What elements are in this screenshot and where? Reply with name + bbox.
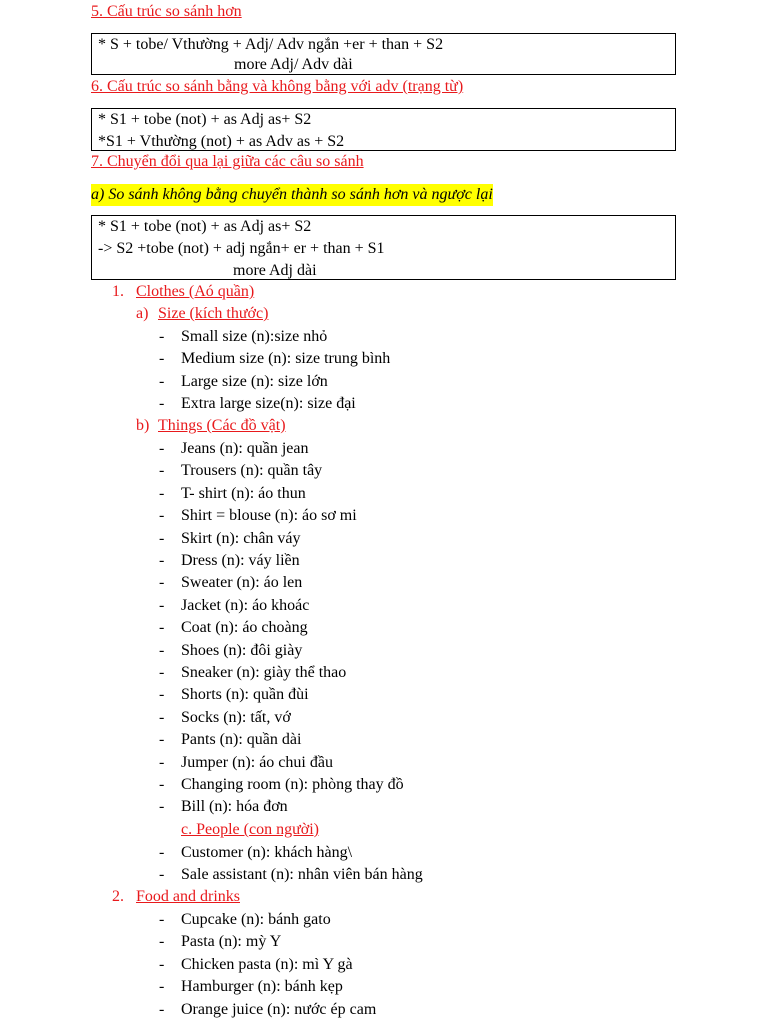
- list-bullet: -: [159, 866, 165, 884]
- list-item: Chicken pasta (n): mì Y gà: [181, 955, 353, 973]
- list-1b-label: b): [136, 417, 150, 434]
- list-2-title: Food and drinks: [136, 888, 240, 905]
- list-item: Coat (n): áo choàng: [181, 619, 308, 637]
- list-item: T- shirt (n): áo thun: [181, 484, 306, 502]
- list-item: Hamburger (n): bánh kẹp: [181, 978, 343, 996]
- list-bullet: -: [159, 978, 165, 996]
- list-bullet: -: [159, 596, 165, 614]
- list-bullet: -: [159, 844, 165, 861]
- list-item: Jeans (n): quần jean: [181, 440, 309, 457]
- list-item: Shorts (n): quần đùi: [181, 686, 309, 704]
- section-5-formula-box: [91, 33, 676, 75]
- formula-line: * S1 + tobe (not) + as Adj as+ S2: [98, 111, 312, 128]
- list-1-title: Clothes (Aó quần): [136, 283, 255, 300]
- list-2-number: 2.: [112, 888, 124, 905]
- list-item: Jacket (n): áo khoác: [181, 596, 310, 614]
- list-item: Extra large size(n): size đại: [181, 395, 356, 413]
- list-item: Changing room (n): phòng thay đồ: [181, 776, 404, 793]
- formula-line: more Adj dài: [233, 262, 317, 279]
- section-6-formula-box: [91, 108, 676, 151]
- list-item: Skirt (n): chân váy: [181, 529, 301, 547]
- list-bullet: -: [159, 619, 165, 637]
- list-item: Customer (n): khách hàng\: [181, 844, 353, 861]
- list-bullet: -: [159, 529, 165, 547]
- list-item: Dress (n): váy liền: [181, 552, 300, 569]
- list-bullet: -: [159, 350, 165, 368]
- list-bullet: -: [159, 1000, 165, 1018]
- list-bullet: -: [159, 484, 165, 502]
- list-item: Bill (n): hóa đơn: [181, 798, 288, 816]
- list-item: Sale assistant (n): nhân viên bán hàng: [181, 866, 423, 884]
- list-item: Socks (n): tất, vớ: [181, 708, 291, 726]
- formula-line: * S + tobe/ Vthường + Adj/ Adv ngắn +er + than + S2: [98, 36, 444, 53]
- formula-line: * S1 + tobe (not) + as Adj as+ S2: [98, 218, 312, 235]
- section-7-heading: 7. Chuyển đổi qua lại giữa các câu so sánh: [91, 153, 364, 170]
- list-bullet: -: [159, 731, 165, 749]
- list-bullet: -: [159, 686, 165, 704]
- list-1-number: 1.: [112, 283, 124, 300]
- list-bullet: -: [159, 664, 165, 681]
- list-item: Jumper (n): áo chui đầu: [181, 753, 333, 771]
- list-item: Orange juice (n): nước ép cam: [181, 1000, 377, 1018]
- list-bullet: -: [159, 462, 165, 480]
- list-item: Cupcake (n): bánh gato: [181, 911, 331, 928]
- list-bullet: -: [159, 328, 165, 345]
- list-bullet: -: [159, 372, 165, 390]
- list-bullet: -: [159, 933, 165, 951]
- list-item: Sneaker (n): giày thể thao: [181, 664, 347, 681]
- list-bullet: -: [159, 552, 165, 569]
- list-bullet: -: [159, 708, 165, 726]
- list-bullet: -: [159, 753, 165, 771]
- list-item: Pasta (n): mỳ Y: [181, 933, 282, 951]
- list-bullet: -: [159, 911, 165, 928]
- list-item: Small size (n):size nhỏ: [181, 328, 328, 345]
- list-item: Medium size (n): size trung bình: [181, 350, 391, 368]
- formula-line: -> S2 +tobe (not) + adj ngắn+ er + than + S1: [98, 240, 385, 257]
- section-7-formula-box: [91, 215, 676, 280]
- list-item: Pants (n): quần dài: [181, 731, 302, 749]
- highlighted-subheading: a) So sánh không bằng chuyển thành so sánh hơn và ngược lại: [91, 184, 493, 206]
- list-bullet: -: [159, 955, 165, 973]
- list-item: Sweater (n): áo len: [181, 574, 303, 592]
- list-bullet: -: [159, 440, 165, 457]
- list-1b-title: Things (Các đồ vật): [158, 417, 286, 434]
- list-item: Trousers (n): quần tây: [181, 462, 323, 480]
- formula-line: *S1 + Vthường (not) + as Adv as + S2: [98, 133, 345, 150]
- list-bullet: -: [159, 507, 165, 525]
- list-item: Shirt = blouse (n): áo sơ mi: [181, 507, 357, 525]
- list-bullet: -: [159, 798, 165, 816]
- list-bullet: -: [159, 395, 165, 413]
- list-1a-label: a): [136, 305, 149, 322]
- list-bullet: -: [159, 574, 165, 592]
- section-6-heading: 6. Cấu trúc so sánh bằng và không bằng với adv (trạng từ): [91, 78, 464, 95]
- list-1a-title: Size (kích thước): [158, 305, 269, 322]
- formula-line: more Adj/ Adv dài: [234, 56, 353, 73]
- section-5-heading: 5. Cấu trúc so sánh hơn: [91, 3, 242, 20]
- list-item: Large size (n): size lớn: [181, 372, 328, 390]
- list-bullet: -: [159, 641, 165, 659]
- list-1c-title: c. People (con người): [181, 821, 319, 838]
- list-bullet: -: [159, 776, 165, 793]
- list-item: Shoes (n): đôi giày: [181, 641, 303, 659]
